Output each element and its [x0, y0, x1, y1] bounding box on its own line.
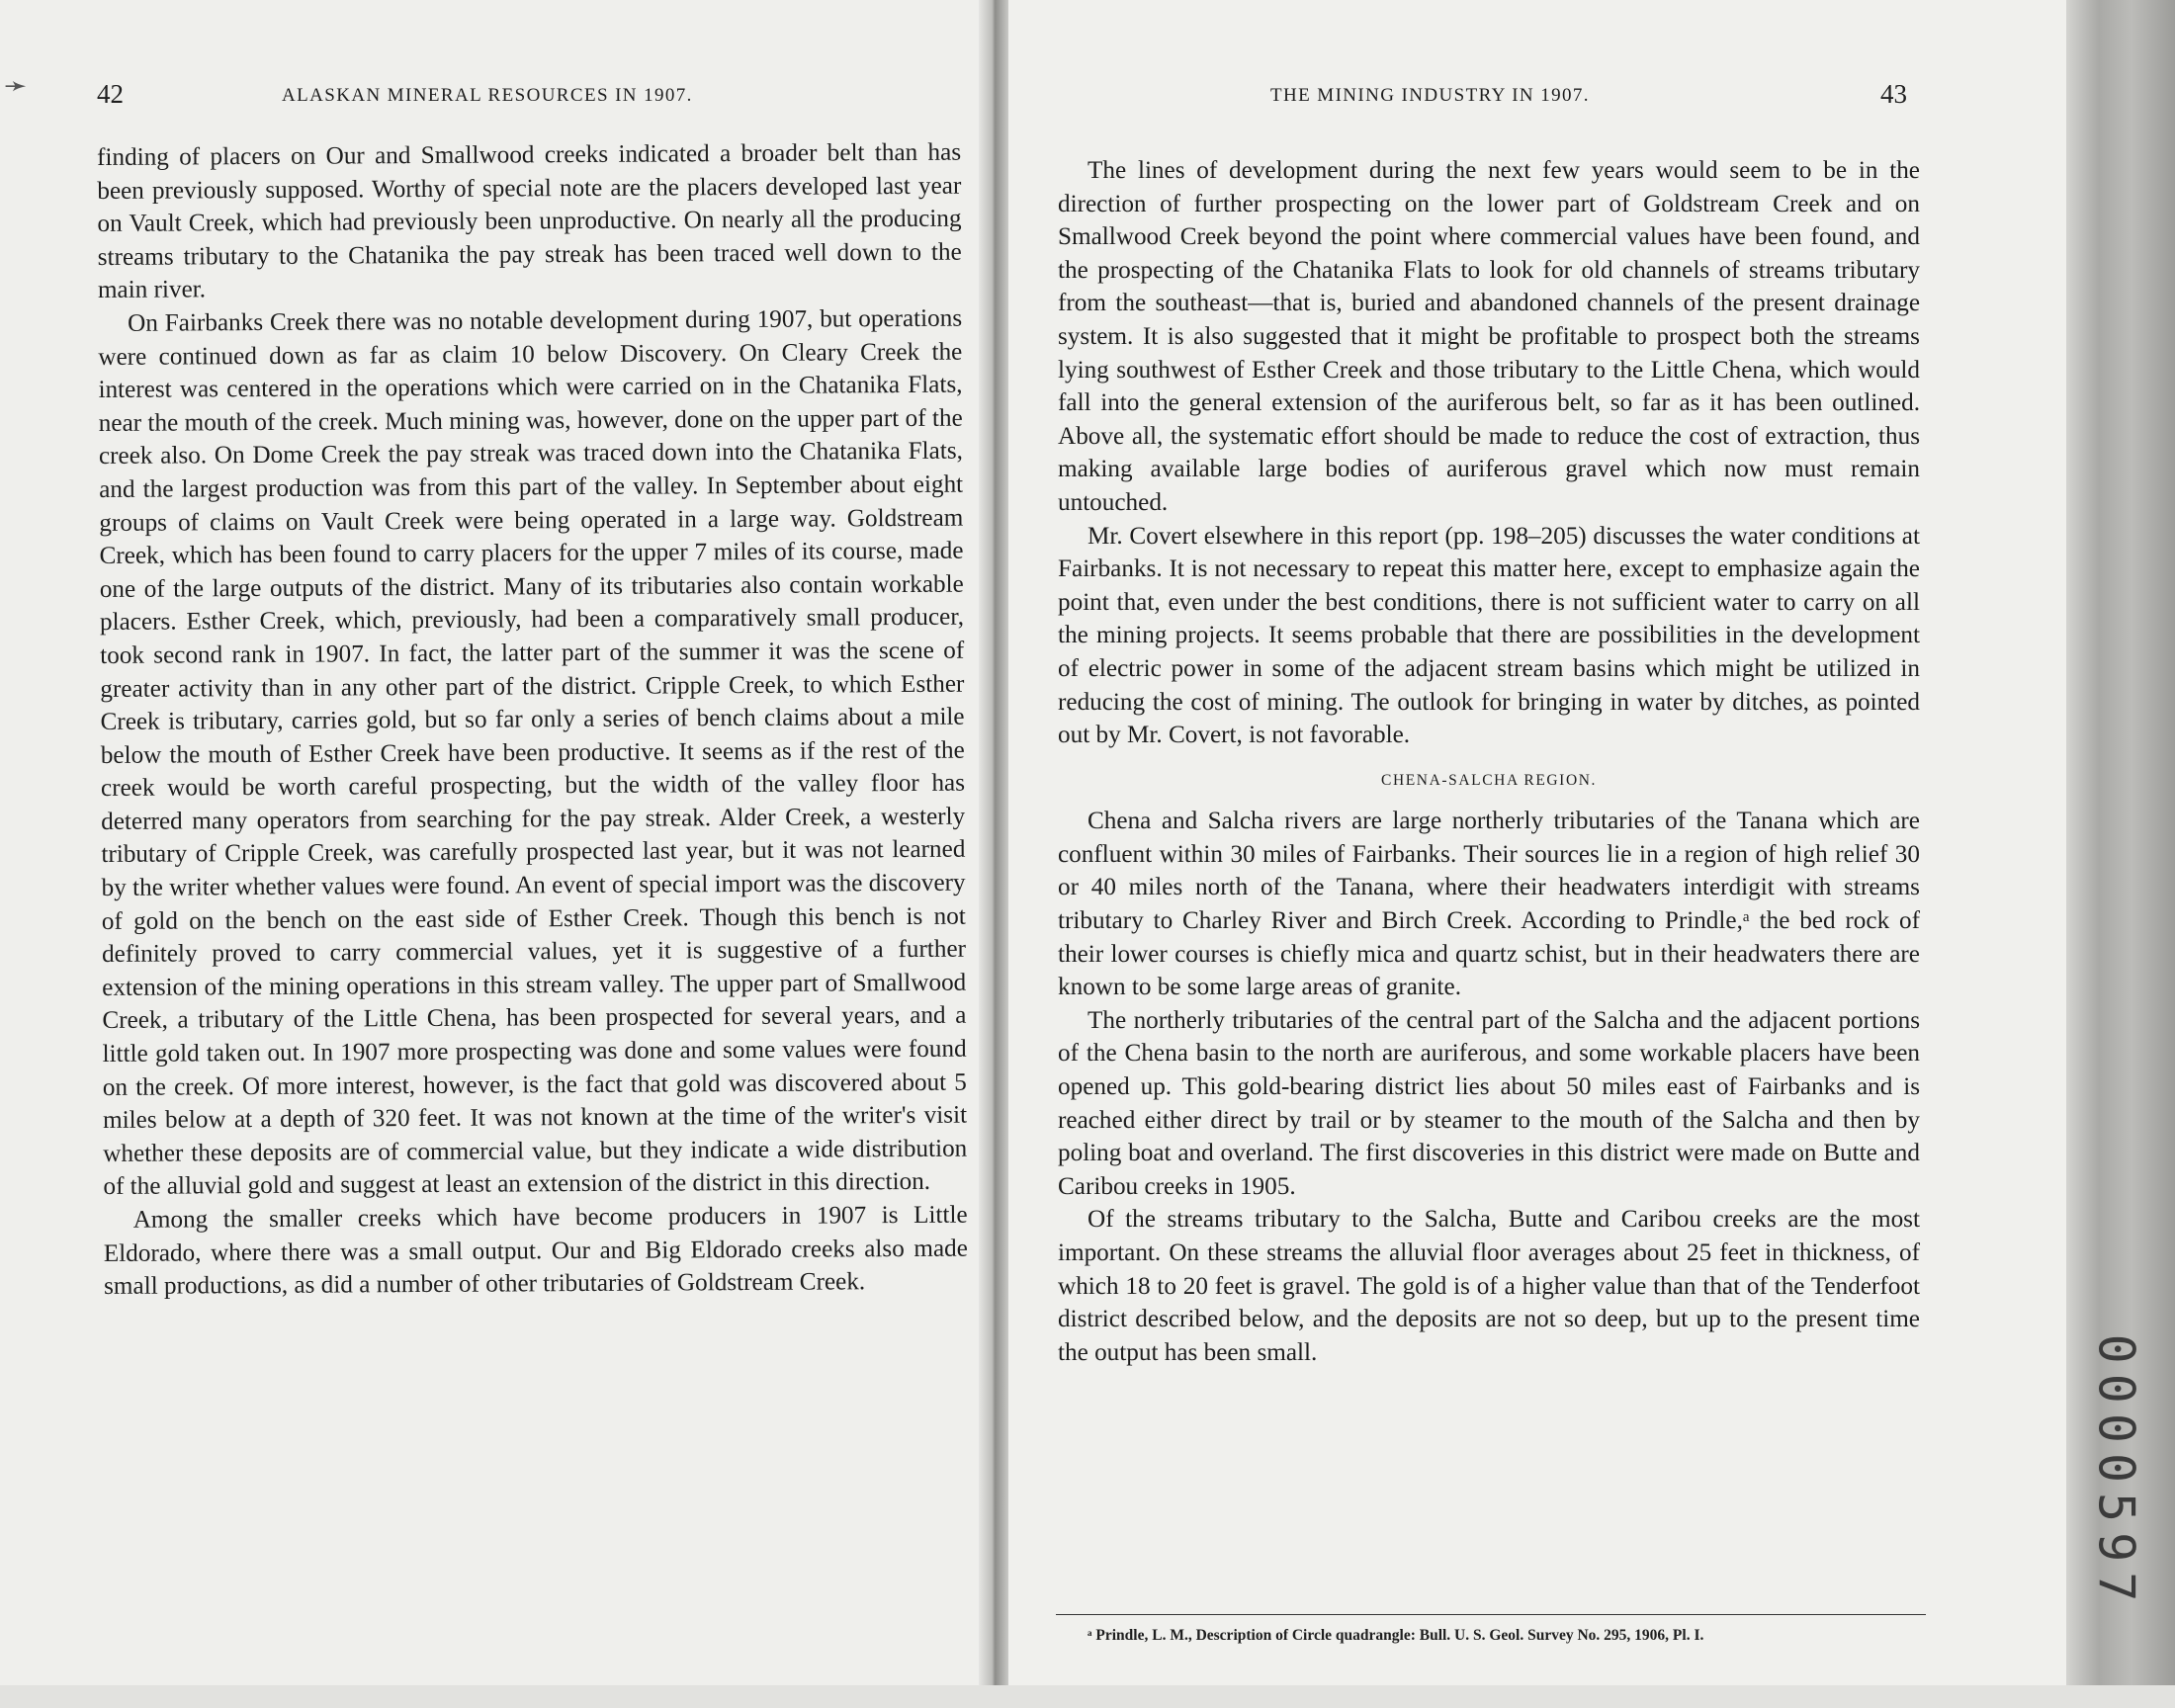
left-column — [97, 136, 968, 1304]
right-running-head: THE MINING INDUSTRY IN 1907. — [1270, 85, 1590, 106]
left-page-number: 42 — [97, 79, 124, 109]
footnote-rule — [1056, 1614, 1926, 1615]
paragraph: finding of placers on Our and Smallwood creeks indicated a broader belt than has been previously supposed. Worthy of special note are the placers developed last year on Vault Creek, which had previously been unproductive. On nearly all the producing streams tributary to the Chatanika the pay streak has been traced well down to the main river. — [97, 138, 962, 304]
paragraph: The lines of development during the next few years would seem to be in the direction of further prospecting on the lower part of Goldstream Creek and on Smallwood Creek beyond the point where commercial values have been found, and the prospecting of the Chatanika Flats to look for old channels of streams tributary from the southeast—that is, buried and abandoned channels of the present drainage system. It is also suggested that it might be profitable to prospect both the streams lying southwest of Esther Creek and those tributary to the Little Chena, which would fall into the general extension of the auriferous belt, so far as it has been outlined. Above all, the systematic effort should be made to reduce the cost of extraction, thus making available large bodies of auriferous gravel which now must remain untouched. — [1058, 157, 1920, 516]
paragraph: Among the smaller creeks which have become producers in 1907 is Little Eldorado, where there was a small output. Our and Big Eldorado creeks also made small productions, as did a number of other tributaries of Goldstream Creek. — [103, 1201, 968, 1301]
scan-bottom-edge — [0, 1685, 2175, 1708]
paragraph: The northerly tributaries of the central part of the Salcha and the adjacent portions of the Chena basin to the north are auriferous, and some workable placers have been opened up. This gold-bearing district lies about 50 miles east of Fairbanks and is reached either direct by trail or by steamer to the mouth of the Salcha and then by poling boat and overland. The first discoveries in this district were made on Butte and Caribou creeks in 1905. — [1058, 1006, 1920, 1200]
paragraph: Chena and Salcha rivers are large northerly tributaries of the Tanana which are confluent within 30 miles of Fairbanks. Their sources lie in a region of high relief 30 or 40 miles north of the Tanana, where their headwaters interdigit with streams tributary to Charley River and Birch Creek. According to Prindle,ᵃ the bed rock of their lower courses is chiefly mica and quartz schist, but in their headwaters there are known to be some large areas of granite. — [1058, 808, 1920, 1001]
section-heading: CHENA-SALCHA REGION. — [1381, 771, 1597, 789]
book-gutter — [979, 0, 1008, 1708]
paragraph: Of the streams tributary to the Salcha, Butte and Caribou creeks are the most important. On these streams the alluvial floor averages about 25 feet in thickness, of which 18 to 20 feet is gravel. The gold is of a higher value than that of the Tenderfoot district described below, and the deposits are not so deep, but up to the present time the output has been small. — [1058, 1206, 1920, 1366]
right-column — [1058, 154, 1920, 1369]
paragraph: Mr. Covert elsewhere in this report (pp. 198–205) discusses the water conditions at Fairbanks. It is not necessary to repeat this matter here, except to emphasize again the point that, even under the best conditions, there is not sufficient water to carry on all the mining projects. It seems probable that there are possibilities in the development of electric power in some of the adjacent stream basins which might be utilized in reducing the cost of mining. The outlook for bringing in water by ditches, as pointed out by Mr. Covert, is not favorable. — [1058, 522, 1920, 749]
right-page-number: 43 — [1880, 79, 1907, 109]
footnote: ᵃ Prindle, L. M., Description of Circle quadrangle: Bull. U. S. Geol. Survey No. 295, 1906, Pl. I. — [1088, 1627, 1704, 1644]
archive-stamp — [2076, 1334, 2155, 1611]
paragraph: On Fairbanks Creek there was no notable development during 1907, but operations were continued down as far as claim 10 below Discovery. On Cleary Creek the interest was centered in the operations which were carried on in the Chatanika Flats, near the mouth of the creek. Much mining was, however, done on the upper part of the creek also. On Dome Creek the pay streak was traced down into the Chatanika Flats, and the largest production was from this part of the valley. In September about eight groups of claims on Vault Creek were being operated in a large way. Goldstream Creek, which has been found to carry placers for the upper 7 miles of its course, made one of the large outputs of the district. Many of its tributaries also contain workable placers. Esther Creek, which, previously, had been a comparatively small producer, took second rank in 1907. In fact, the latter part of the summer it was the scene of greater activity than in any other part of the district. Cripple Creek, to which Esther Creek is tributary, carries gold, but so far only a series of bench claims about a mile below the mouth of Esther Creek have been productive. It seems as if the rest of the creek would be worth careful prospecting, but the width of the valley floor has deterred many operators from searching for the pay streak. Alder Creek, a westerly tributary of Cripple Creek, was carefully prospected last year, but it was not learned by the writer whether values were found. An event of special import was the discovery of gold on the bench on the east side of Esther Creek. Though this bench is not definitely proved to carry commercial values, yet it is suggestive of a further extension of the mining operations in this stream valley. The upper part of Smallwood Creek, a tributary of the Little Chena, has been prospected for several years, and a little gold taken out. In 1907 more prospecting was done and some values were found on the creek. Of more interest, however, is the fact that gold was discovered about 5 miles below at a depth of 320 feet. It was not known at the time of the writer's visit whether these deposits are of commercial value, but they indicate a wide distribution of the alluvial gold and suggest at least an extension of the district in this direction. — [98, 304, 968, 1201]
left-running-head: ALASKAN MINERAL RESOURCES IN 1907. — [282, 85, 693, 106]
margin-arrow-icon: ➛ — [4, 69, 28, 102]
archive-stamp-number: 0000597 — [2087, 1333, 2144, 1612]
